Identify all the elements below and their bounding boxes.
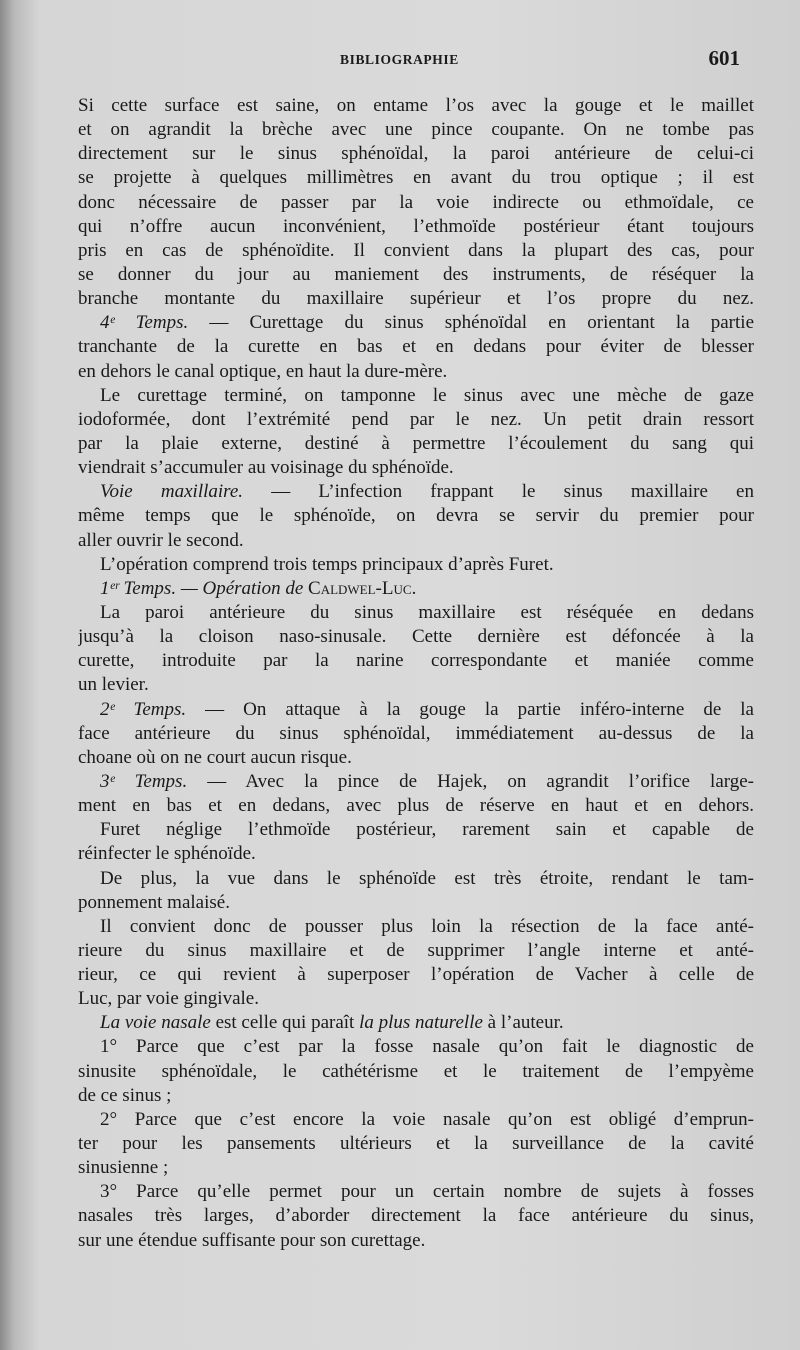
text-line	[78, 1108, 754, 1132]
line-text: Furet néglige l’ethmoïde postérieur, rarement sain et capable de	[100, 819, 754, 841]
line-text: se projette à quelques millimètres en avant du trou optique ; il est	[78, 167, 754, 189]
italic-text: 4ᵉ Temps.	[100, 312, 189, 334]
line-text: à l’auteur.	[482, 1012, 564, 1034]
line-text: Le curettage terminé, on tamponne le sinus avec une mèche de gaze	[100, 384, 754, 406]
line-text: sur une étendue suffisante pour son curettage.	[78, 1229, 426, 1251]
text-line	[78, 987, 754, 1011]
text-line	[78, 577, 754, 601]
line-text: jusqu’à la cloison naso-sinusale. Cette dernière est défoncée à la	[78, 626, 754, 648]
text-line	[78, 335, 754, 359]
line-text: 2° Parce que c’est encore la voie nasale qu’on est obligé d’emprun-	[100, 1108, 754, 1130]
line-text: — Avec la pince de Hajek, on agrandit l’orifice large-	[187, 770, 754, 792]
line-text: branche montante du maxillaire supérieur et l’os propre du nez.	[78, 288, 754, 310]
line-text: — Curettage du sinus sphénoïdal en orientant la partie	[188, 312, 754, 334]
italic-text: Voie maxillaire.	[100, 481, 244, 503]
text-line	[78, 142, 754, 166]
line-text: — On attaque à la gouge la partie inféro-interne de la	[186, 698, 754, 720]
text-line	[78, 698, 754, 722]
text-line	[78, 842, 754, 866]
body-text	[78, 94, 754, 1253]
line-text: ment en bas et en dedans, avec plus de réserve en haut et en dehors.	[78, 795, 754, 817]
text-line	[78, 1132, 754, 1156]
text-line	[78, 432, 754, 456]
text-line	[78, 1156, 754, 1180]
line-text: en dehors le canal optique, en haut la dure-mère.	[78, 360, 448, 382]
line-text: rieur, ce qui revient à superposer l’opération de Vacher à celle de	[78, 964, 754, 986]
line-text: Si cette surface est saine, on entame l’os avec la gouge et le maillet	[78, 95, 754, 116]
text-line	[78, 1204, 754, 1228]
text-line	[78, 360, 754, 384]
text-line	[78, 891, 754, 915]
text-line	[78, 118, 754, 142]
line-text: curette, introduite par la narine correspondante et maniée comme	[78, 650, 754, 672]
text-line	[78, 480, 754, 504]
italic-text: la plus naturelle	[359, 1012, 483, 1034]
line-text: sinusite sphénoïdale, le cathétérisme et le traitement de l’empyème	[78, 1060, 754, 1082]
text-line	[78, 384, 754, 408]
text-line	[78, 1060, 754, 1084]
text-line	[78, 191, 754, 215]
line-text: réinfecter le sphénoïde.	[78, 843, 256, 865]
line-text: pris en cas de sphénoïdite. Il convient dans la plupart des cas, pour	[78, 239, 754, 261]
line-text: viendrait s’accumuler au voisinage du sphénoïde.	[78, 457, 454, 479]
line-text: qui n’offre aucun inconvénient, l’ethmoïde postérieur étant toujours	[78, 215, 754, 237]
italic-text: 2ᵉ Temps.	[100, 698, 187, 720]
line-text: aller ouvrir le second.	[78, 529, 244, 551]
line-text: face antérieure du sinus sphénoïdal, immédiatement au-dessus de la	[78, 722, 754, 744]
text-line	[78, 1229, 754, 1253]
text-line	[78, 1084, 754, 1108]
text-line	[78, 673, 754, 697]
text-line	[78, 601, 754, 625]
text-line	[78, 818, 754, 842]
text-line	[78, 939, 754, 963]
line-text: ter pour les pansements ultérieurs et la surveillance de la cavité	[78, 1133, 754, 1155]
text-line	[78, 746, 754, 770]
text-line	[78, 553, 754, 577]
text-line	[78, 867, 754, 891]
line-text: 3° Parce qu’elle permet pour un certain nombre de sujets à fosses	[100, 1181, 754, 1203]
text-line	[78, 529, 754, 553]
line-text: .	[411, 577, 417, 599]
line-text: tranchante de la curette en bas et en dedans pour éviter de blesser	[78, 336, 754, 358]
line-text: rieure du sinus maxillaire et de supprimer l’angle interne et anté-	[78, 939, 754, 961]
running-title: BIBLIOGRAPHIE	[340, 52, 459, 67]
text-line	[78, 456, 754, 480]
italic-text: 3ᵉ Temps.	[100, 770, 188, 792]
line-text: choane où on ne court aucun risque.	[78, 746, 352, 768]
page-header	[78, 46, 750, 76]
line-text: par la plaie externe, destiné à permettre l’écoulement du sang qui	[78, 432, 754, 454]
text-line	[78, 1035, 754, 1059]
text-line	[78, 625, 754, 649]
line-text: de ce sinus ;	[78, 1084, 172, 1106]
text-line	[78, 263, 754, 287]
line-text: et on agrandit la brèche avec une pince coupante. On ne tombe pas	[78, 119, 754, 141]
line-text: iodoformée, dont l’extrémité pend par le nez. Un petit drain ressort	[78, 408, 754, 430]
line-text: se donner du jour au maniement des instruments, de réséquer la	[78, 263, 754, 285]
italic-text: 1ᵉʳ Temps. — Opération de	[100, 577, 309, 599]
text-line	[78, 94, 754, 118]
line-text: est celle qui paraît	[210, 1012, 360, 1034]
page-number: 601	[708, 46, 740, 70]
italic-text: La voie nasale	[100, 1012, 211, 1034]
line-text: De plus, la vue dans le sphénoïde est très étroite, rendant le tam-	[100, 867, 754, 889]
line-text: donc nécessaire de passer par la voie indirecte ou ethmoïdale, ce	[78, 191, 754, 213]
text-line	[78, 287, 754, 311]
line-text: même temps que le sphénoïde, on devra se servir du premier pour	[78, 505, 754, 527]
text-line	[78, 166, 754, 190]
text-line	[78, 1180, 754, 1204]
line-text: un levier.	[78, 674, 149, 696]
line-text: directement sur le sinus sphénoïdal, la paroi antérieure de celui-ci	[78, 143, 754, 165]
line-text: sinusienne ;	[78, 1157, 169, 1179]
line-text: ponnement malaisé.	[78, 891, 230, 913]
line-text: Il convient donc de pousser plus loin la résection de la face anté-	[100, 915, 754, 937]
text-line	[78, 215, 754, 239]
text-line	[78, 408, 754, 432]
text-line	[78, 915, 754, 939]
line-text: — L’infection frappant le sinus maxillaire en	[243, 481, 754, 503]
text-line	[78, 649, 754, 673]
line-text: La paroi antérieure du sinus maxillaire est réséquée en dedans	[100, 601, 754, 623]
line-text: Luc, par voie gingivale.	[78, 988, 259, 1010]
small-caps-text: Caldwel-Luc	[308, 577, 412, 599]
text-line	[78, 722, 754, 746]
line-text: nasales très larges, d’aborder directement la face antérieure du sinus,	[78, 1205, 754, 1227]
text-line	[78, 770, 754, 794]
text-line	[78, 963, 754, 987]
line-text: L’opération comprend trois temps principaux d’après Furet.	[100, 553, 554, 575]
text-line	[78, 239, 754, 263]
text-line	[78, 1011, 754, 1035]
text-line	[78, 794, 754, 818]
text-line	[78, 311, 754, 335]
line-text: 1° Parce que c’est par la fosse nasale qu’on fait le diagnostic de	[100, 1036, 754, 1058]
text-line	[78, 504, 754, 528]
